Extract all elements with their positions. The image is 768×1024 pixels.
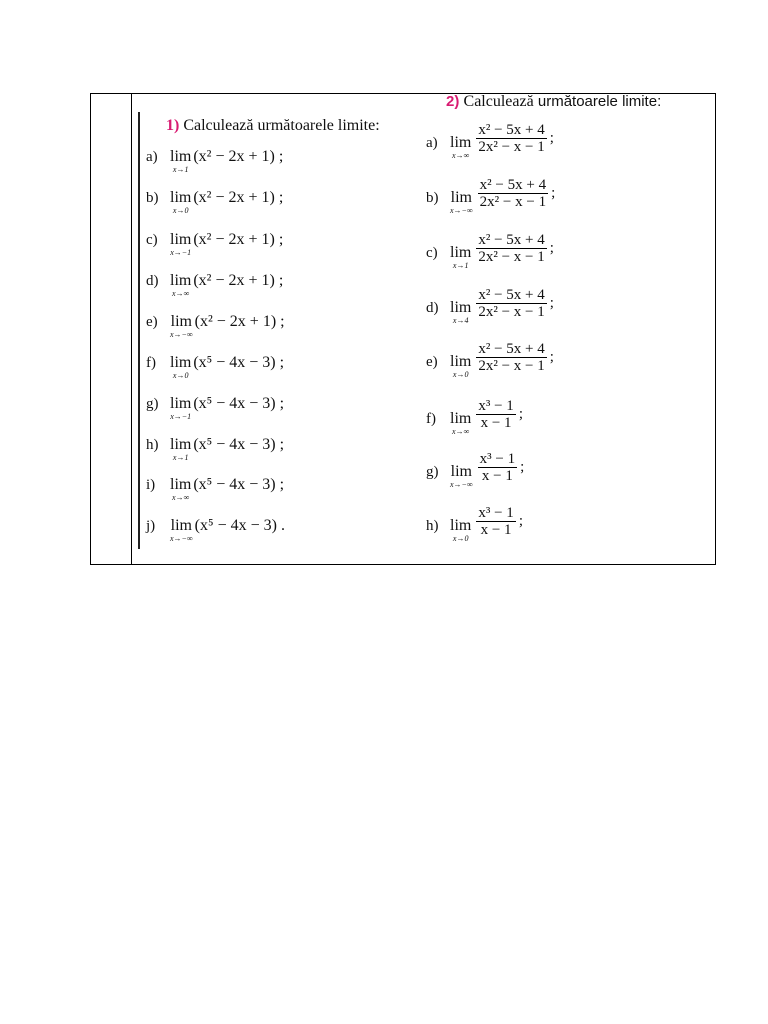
lim-subscript: x→1: [452, 261, 469, 270]
lim-operator: [450, 299, 471, 325]
limit-expression: (x⁵ − 4x − 3) .: [194, 517, 285, 534]
fraction: [476, 122, 546, 156]
limit-item: [146, 148, 283, 174]
limit-item: [146, 517, 285, 543]
fraction-numerator: x³ − 1: [478, 505, 514, 521]
limit-item: [146, 354, 284, 380]
limit-item: [426, 341, 554, 379]
lim-operator: [450, 517, 471, 543]
limit-item: [426, 177, 555, 215]
lim-word: lim: [450, 517, 472, 534]
lim-subscript: x→−∞: [170, 534, 193, 543]
item-label: h): [146, 437, 159, 453]
lim-operator: [450, 244, 471, 270]
fraction-denominator: 2x² − x − 1: [478, 249, 545, 265]
fraction-denominator: x − 1: [480, 522, 512, 538]
lim-subscript: x→0: [452, 534, 469, 543]
item-terminator: ;: [549, 295, 554, 311]
item-label: d): [426, 300, 439, 316]
item-label: f): [146, 355, 156, 371]
limit-expression: (x² − 2x + 1) ;: [193, 231, 284, 248]
lim-operator: [450, 463, 473, 489]
lim-subscript: x→1: [172, 453, 189, 462]
item-label: g): [426, 464, 439, 480]
fraction-numerator: x² − 5x + 4: [478, 287, 545, 303]
fraction-denominator: 2x² − x − 1: [479, 194, 547, 210]
lim-word: lim: [170, 517, 192, 534]
limit-item: [146, 231, 283, 257]
lim-word: lim: [450, 244, 472, 261]
limit-expression: (x⁵ − 4x − 3) ;: [193, 476, 285, 493]
lim-subscript: x→0: [172, 371, 189, 380]
fraction-numerator: x³ − 1: [478, 398, 514, 414]
lim-operator: [170, 313, 193, 339]
item-label: h): [426, 518, 439, 534]
lim-word: lim: [170, 272, 192, 289]
section1-heading-text: Calculează următoarele limite:: [183, 117, 380, 134]
item-label: e): [426, 354, 438, 370]
lim-operator: [170, 189, 191, 215]
lim-subscript: x→4: [452, 316, 469, 325]
lim-operator: [170, 272, 191, 298]
lim-word: lim: [170, 354, 192, 371]
limit-item: [146, 313, 285, 339]
lim-subscript: x→−1: [170, 248, 192, 257]
lim-word: lim: [450, 463, 472, 480]
item-label: c): [426, 245, 438, 261]
section2-heading-first: Calculează: [463, 93, 534, 110]
limit-item: [426, 398, 523, 436]
lim-operator: [170, 517, 193, 543]
limit-expression: (x² − 2x + 1) ;: [194, 313, 285, 330]
item-label: a): [426, 135, 438, 151]
lim-word: lim: [170, 436, 192, 453]
fraction: [478, 451, 517, 485]
lim-operator: [450, 189, 473, 215]
item-label: a): [146, 149, 158, 165]
section2-number: 2): [446, 93, 460, 110]
lim-operator: [170, 436, 191, 462]
lim-word: lim: [170, 395, 192, 412]
lim-subscript: x→1: [172, 165, 189, 174]
item-label: e): [146, 314, 158, 330]
item-terminator: ;: [549, 240, 554, 256]
lim-word: lim: [170, 313, 192, 330]
lim-subscript: x→0: [172, 206, 189, 215]
lim-operator: [450, 134, 471, 160]
item-terminator: ;: [518, 513, 523, 529]
lim-word: lim: [450, 299, 472, 316]
lim-operator: [170, 395, 191, 421]
fraction-numerator: x³ − 1: [479, 451, 516, 467]
fraction-denominator: 2x² − x − 1: [478, 139, 545, 155]
lim-word: lim: [450, 353, 472, 370]
fraction-numerator: x² − 5x + 4: [479, 177, 547, 193]
lim-subscript: x→−1: [170, 412, 192, 421]
fraction-numerator: x² − 5x + 4: [478, 341, 545, 357]
lim-word: lim: [170, 476, 192, 493]
limit-item: [146, 436, 284, 462]
fraction-numerator: x² − 5x + 4: [478, 122, 545, 138]
limit-expression: (x⁵ − 4x − 3) ;: [193, 436, 285, 453]
section2-heading: [446, 93, 661, 111]
limit-expression: (x² − 2x + 1) ;: [193, 148, 284, 165]
item-terminator: ;: [549, 349, 554, 365]
item-label: d): [146, 273, 159, 289]
lim-word: lim: [450, 189, 472, 206]
limit-item: [426, 287, 554, 325]
item-label: f): [426, 411, 436, 427]
limit-item: [146, 189, 283, 215]
item-terminator: ;: [518, 406, 523, 422]
lim-subscript: x→∞: [172, 493, 190, 502]
lim-subscript: x→0: [452, 370, 469, 379]
lim-operator: [450, 410, 471, 436]
fraction-denominator: 2x² − x − 1: [478, 358, 545, 374]
section1-number: 1): [166, 117, 180, 134]
fraction-denominator: 2x² − x − 1: [478, 304, 545, 320]
lim-subscript: x→∞: [452, 151, 470, 160]
lim-word: lim: [170, 189, 192, 206]
lim-operator: [170, 476, 191, 502]
lim-subscript: x→∞: [452, 427, 470, 436]
lim-subscript: x→∞: [172, 289, 190, 298]
item-terminator: ;: [520, 459, 525, 475]
lim-subscript: x→−∞: [450, 480, 473, 489]
lim-operator: [170, 231, 191, 257]
item-label: b): [146, 190, 159, 206]
limit-item: [146, 476, 284, 502]
item-label: i): [146, 477, 156, 493]
limit-item: [146, 272, 283, 298]
lim-word: lim: [170, 231, 192, 248]
limit-item: [146, 395, 284, 421]
limit-item: [426, 451, 524, 489]
fraction: [476, 232, 546, 266]
fraction: [476, 341, 546, 375]
limit-expression: (x⁵ − 4x − 3) ;: [193, 354, 285, 371]
lim-operator: [170, 354, 191, 380]
fraction-denominator: x − 1: [480, 415, 512, 431]
section1-heading: [166, 117, 380, 135]
limit-item: [426, 232, 554, 270]
lim-word: lim: [450, 134, 472, 151]
item-label: b): [426, 190, 439, 206]
item-terminator: ;: [549, 130, 554, 146]
lim-word: lim: [170, 148, 192, 165]
item-terminator: ;: [551, 185, 556, 201]
margin-bar: [138, 112, 140, 549]
lim-operator: [170, 148, 191, 174]
lim-operator: [450, 353, 471, 379]
fraction-numerator: x² − 5x + 4: [478, 232, 545, 248]
limit-expression: (x² − 2x + 1) ;: [193, 272, 284, 289]
section2-heading-rest: următoarele limite:: [537, 93, 662, 110]
fraction: [476, 398, 515, 432]
fraction-denominator: x − 1: [481, 468, 513, 484]
item-label: g): [146, 396, 159, 412]
fraction: [478, 177, 548, 211]
column-divider: [131, 93, 132, 565]
fraction: [476, 287, 546, 321]
lim-subscript: x→−∞: [170, 330, 193, 339]
lim-word: lim: [450, 410, 472, 427]
limit-item: [426, 505, 523, 543]
limit-item: [426, 122, 554, 160]
limit-expression: (x² − 2x + 1) ;: [193, 189, 284, 206]
item-label: j): [146, 518, 156, 534]
limit-expression: (x⁵ − 4x − 3) ;: [193, 395, 285, 412]
fraction: [476, 505, 515, 539]
lim-subscript: x→−∞: [450, 206, 473, 215]
item-label: c): [146, 232, 158, 248]
